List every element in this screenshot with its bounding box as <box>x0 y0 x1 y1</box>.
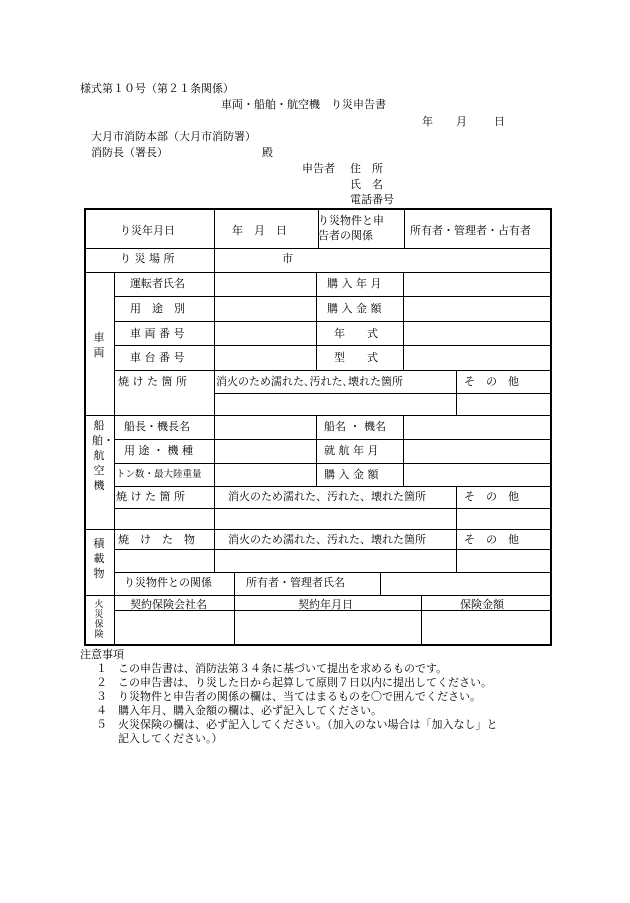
contract-date-label: 契約年月日 <box>298 598 353 611</box>
driver-name-label: 運転者氏名 <box>130 277 185 290</box>
captain-name-label: 船長・機長名 <box>124 420 190 433</box>
addressee-office: 大月市消防本部（大月市消防署） <box>91 130 256 143</box>
vehicle-section-label: 車両 <box>93 331 105 359</box>
form-title: 車両・船舶・航空機 り災申告書 <box>221 98 386 111</box>
insurance-company-label: 契約保険会社名 <box>130 598 207 611</box>
cargo-damage-label: 消火のため濡れた、汚れた、壊れた箇所 <box>228 533 426 546</box>
date-year: 年 <box>422 115 433 128</box>
phone-label: 電話番号 <box>350 193 394 206</box>
relation-options: 所有者・管理者・占有者 <box>410 224 531 237</box>
tonnage-label: トン数・最大陸重量 <box>116 469 202 480</box>
addressee-chief: 消防長（署長） <box>91 146 168 159</box>
note-number: ４ <box>96 704 107 717</box>
note-text: り災物件と申告者の関係の欄は、当てはまるものを〇で囲んでください。 <box>118 690 481 703</box>
insurance-section-label: 火災保険 <box>94 600 104 640</box>
name-label: 氏 名 <box>350 178 383 191</box>
notes-heading: 注意事項 <box>80 648 124 661</box>
vehicle-burned-parts-label: 焼 け た 箇 所 <box>118 375 187 388</box>
note-number: ３ <box>96 690 107 703</box>
note-text: この申告書は、り災した日から起算して原則７日以内に提出してください。 <box>118 676 492 689</box>
insurance-amount-label: 保険金額 <box>460 598 504 611</box>
cargo-other-label: そ の 他 <box>464 533 519 546</box>
relation-label-line1: り災物件と申 <box>318 214 384 227</box>
model-label: 型 式 <box>334 351 378 364</box>
date-month: 月 <box>456 115 467 128</box>
note-number: ２ <box>96 676 107 689</box>
craft-name-label: 船名 ・ 機名 <box>324 420 386 433</box>
service-date-label: 就 航 年 月 <box>324 444 379 457</box>
purchase-amount-label: 購 入 金 額 <box>327 302 382 315</box>
purchase-date-label: 購 入 年 月 <box>327 277 382 290</box>
honorific: 殿 <box>262 146 273 159</box>
note-number: １ <box>96 662 107 675</box>
disaster-date-label: り災年月日 <box>120 224 175 237</box>
relation-label-line2: 告者の関係 <box>318 229 373 242</box>
date-day: 日 <box>494 115 505 128</box>
note-text-continuation: 記入してください。） <box>118 732 223 745</box>
burned-items-label: 焼 け た 物 <box>118 533 195 546</box>
address-label: 住 所 <box>350 162 383 175</box>
form-number: 様式第１０号（第２１条関係） <box>80 82 234 95</box>
craft-purchase-amount-label: 購 入 金 額 <box>324 468 379 481</box>
vehicle-other-label: そ の 他 <box>464 375 519 388</box>
declarant-label: 申告者 <box>302 162 335 175</box>
owner-name-label: 所有者・管理者氏名 <box>246 576 345 589</box>
note-number: ５ <box>96 718 107 731</box>
vehicle-damage-label: 消火のため濡れた､汚れた､壊れた箇所 <box>216 375 403 388</box>
model-year-label: 年 式 <box>334 327 378 340</box>
craft-other-label: そ の 他 <box>464 490 519 503</box>
city-label: 市 <box>282 252 293 265</box>
disaster-place-label: り 災 場 所 <box>120 252 175 265</box>
use-type-label: 用 途 ・ 機 種 <box>124 444 193 457</box>
use-label: 用 途 別 <box>130 302 185 315</box>
note-text: 火災保険の欄は、必ず記入してください。（加入のない場合は「加入なし」と <box>118 718 498 731</box>
note-text: 購入年月、購入金額の欄は、必ず記入してください。 <box>118 704 382 717</box>
cargo-section-label: 積載物 <box>93 537 105 580</box>
disaster-date-value: 年 月 日 <box>232 224 287 237</box>
vehicle-number-label: 車 両 番 号 <box>130 327 185 340</box>
note-text: この申告書は、消防法第３４条に基づいて提出を求めるものです。 <box>118 662 448 675</box>
craft-damage-label: 消火のため濡れた、汚れた、壊れた箇所 <box>228 490 426 503</box>
craft-burned-parts-label: 焼 け た 箇 所 <box>116 490 185 503</box>
chassis-number-label: 車 台 番 号 <box>130 351 185 364</box>
application-form <box>84 208 552 646</box>
cargo-relation-label: り災物件との関係 <box>124 576 212 589</box>
craft-section-label: 船舶・航空機 <box>92 419 114 492</box>
